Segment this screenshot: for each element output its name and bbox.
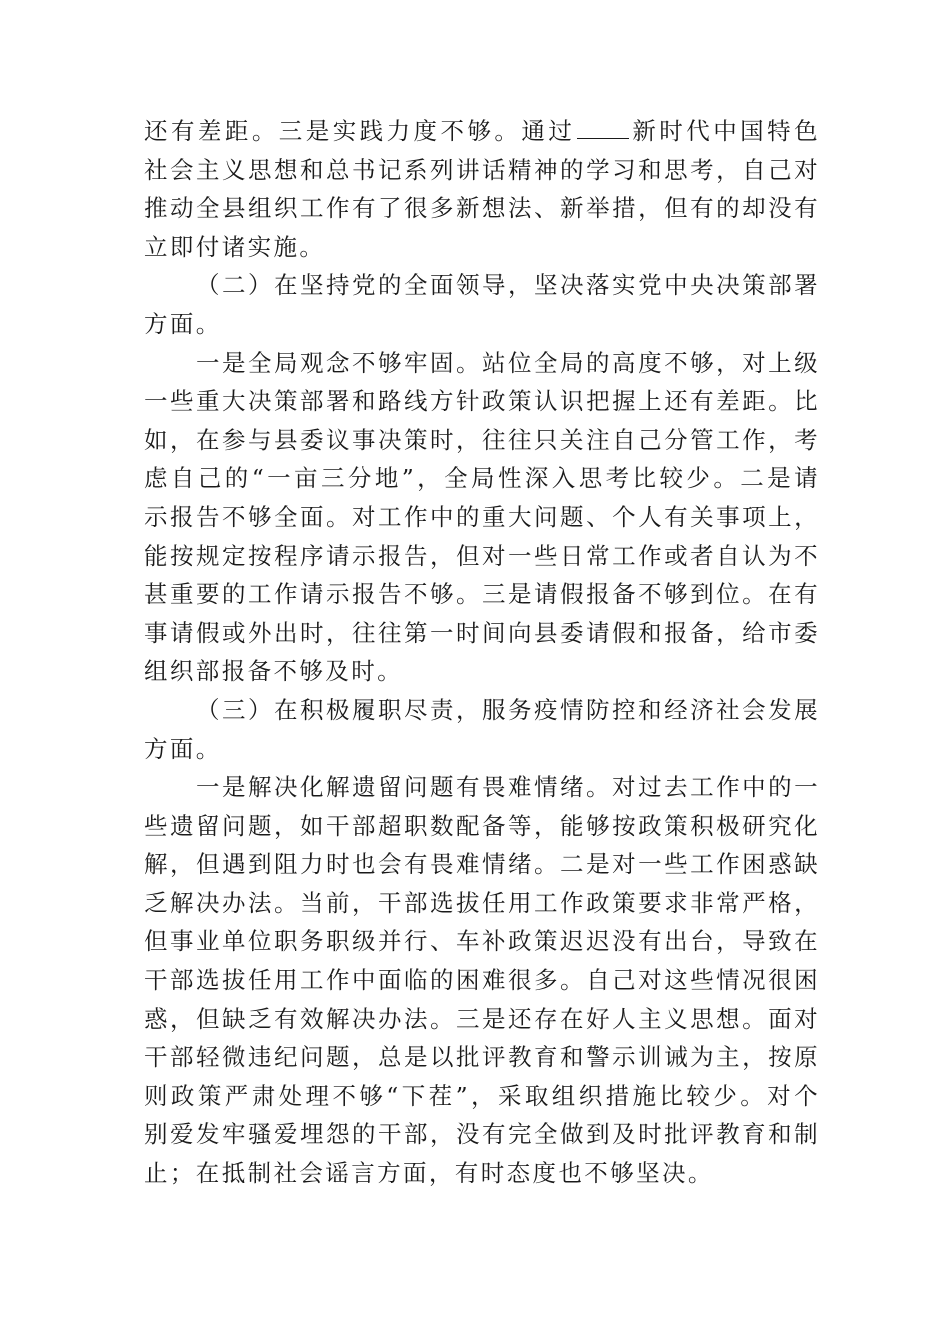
section-heading-3: （三）在积极履职尽责，服务疫情防控和经济社会发展方面。: [144, 695, 820, 763]
paragraph-5: 一是解决化解遗留问题有畏难情绪。对过去工作中的一些遗留问题，如干部超职数配备等，能够按政策积极研究化解，但遇到阻力时也会有畏难情绪。二是对一些工作困惑缺乏解决办法。当前，干部选拔任用工作政策要求非常严格，但事业单位职务职级并行、车补政策迟迟没有出台，导致在干部选拔任用工作中面临的困难很多。自己对这些情况很困惑，但缺乏有效解决办法。三是还存在好人主义思想。面对干部轻微违纪问题，总是以批评教育和警示训诫为主，按原则政策严肃处理不够“下茬”，采取组织措施比较少。对个别爱发牢骚爱埋怨的干部，没有完全做到及时批评教育和制止；在抵制社会谣言方面，有时态度也不够坚决。: [144, 773, 820, 1188]
paragraph-3: 一是全局观念不够牢固。站位全局的高度不够，对上级一些重大决策部署和路线方针政策认识把握上还有差距。比如，在参与县委议事决策时，往往只关注自己分管工作，考虑自己的“一亩三分地”，全局性深入思考比较少。二是请示报告不够全面。对工作中的重大问题、个人有关事项上，能按规定按程序请示报告，但对一些日常工作或者自认为不甚重要的工作请示报告不够。三是请假报备不够到位。在有事请假或外出时，往往第一时间向县委请假和报备，给市委组织部报备不够及时。: [144, 348, 820, 686]
paragraph-1-text-after-blank: 新时代中国特色社会主义思想和总书记系列讲话精神的学习和思考，自己对推动全县组织工作有了很多新想法、新举措，但有的却没有立即付诸实施。: [144, 117, 820, 261]
paragraph-1: [144, 112, 820, 266]
document-body: [144, 112, 820, 1193]
section-heading-2: （二）在坚持党的全面领导，坚决落实党中央决策部署方面。: [144, 271, 820, 338]
paragraph-1-text-before-blank: 还有差距。三是实践力度不够。通过: [144, 117, 576, 145]
fill-in-blank: [577, 116, 629, 139]
